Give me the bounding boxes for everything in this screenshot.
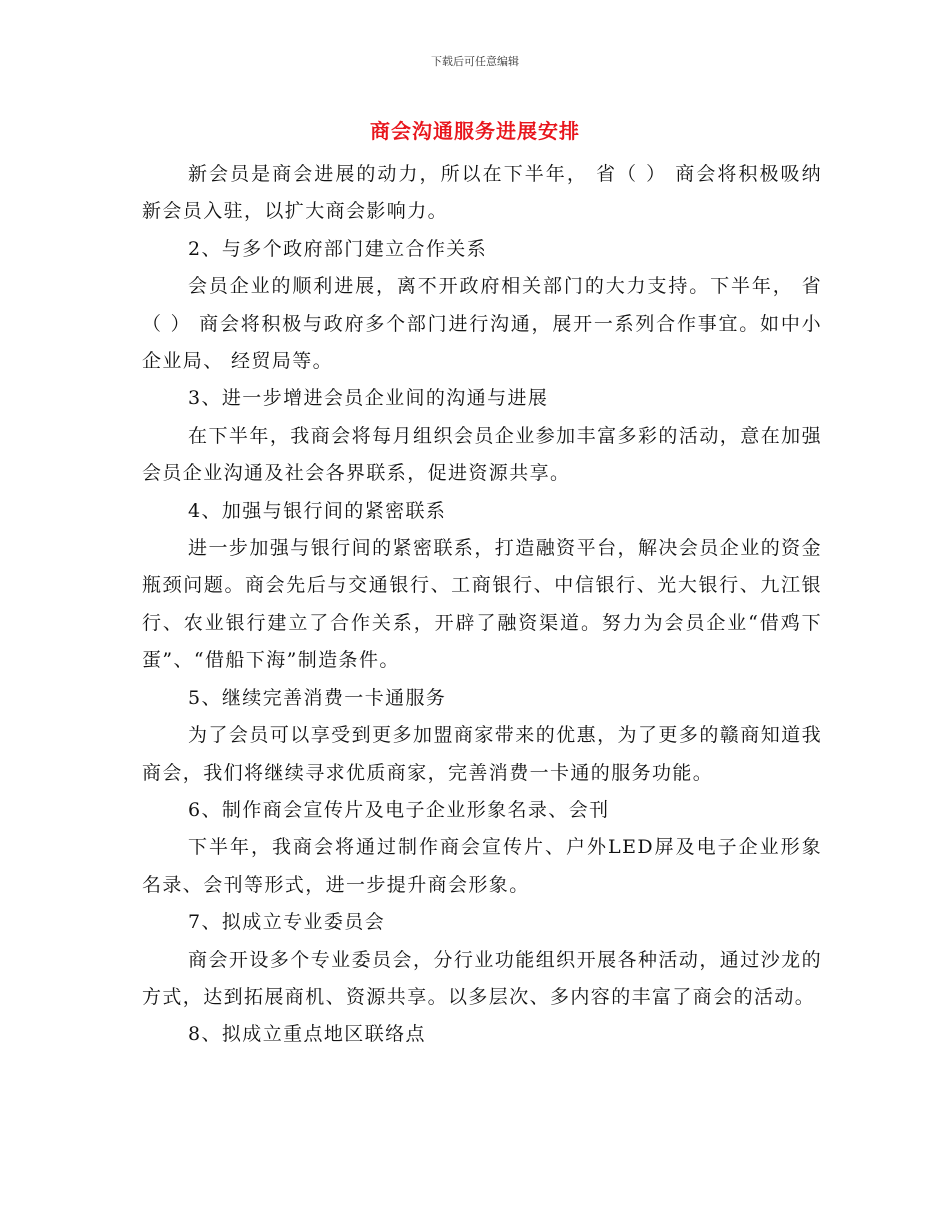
page-header-note: 下载后可任意编辑 (431, 55, 519, 68)
paragraph: 进一步加强与银行间的紧密联系，打造融资平台，解决会员企业的资金瓶颈问题。商会先后与交通银行、工商银行、中信银行、光大银行、九江银行、农业银行建立了合作关系，开辟了融资渠道。努力为会员企业“借鸡下蛋”、“借船下海”制造条件。 (142, 537, 822, 672)
section-heading: 7、拟成立专业委员会 (188, 911, 386, 934)
section-heading: 4、加强与银行间的紧密联系 (188, 499, 447, 522)
paragraph: 为了会员可以享受到更多加盟商家带来的优惠，为了更多的赣商知道我商会，我们将继续寻求优质商家，完善消费一卡通的服务功能。 (142, 724, 822, 784)
paragraph: 在下半年，我商会将每月组织会员企业参加丰富多彩的活动，意在加强会员企业沟通及社会各界联系，促进资源共享。 (142, 424, 822, 485)
paragraph: 会员企业的顺利进展，离不开政府相关部门的大力支持。下半年， 省（ ） 商会将积极与政府多个部门进行沟通，展开一系列合作事宜。如中小企业局、 经贸局等。 (142, 275, 822, 373)
paragraph: 商会开设多个专业委员会，分行业功能组织开展各种活动，通过沙龙的方式，达到拓展商机、资源共享。以多层次、多内容的丰富了商会的活动。 (142, 948, 822, 1008)
section-heading: 3、进一步增进会员企业间的沟通与进展 (188, 387, 549, 410)
document-body (142, 156, 822, 1054)
paragraph: 新会员是商会进展的动力，所以在下半年， 省（ ） 商会将积极吸纳新会员入驻，以扩大商会影响力。 (142, 163, 822, 223)
section-heading: 8、拟成立重点地区联络点 (188, 1023, 426, 1046)
section-heading: 5、继续完善消费一卡通服务 (188, 686, 447, 709)
section-heading: 2、与多个政府部门建立合作关系 (188, 237, 488, 260)
document-title: 商会沟通服务进展安排 (370, 119, 580, 143)
paragraph: 下半年，我商会将通过制作商会宣传片、户外LED屏及电子企业形象名录、会刊等形式，进一步提升商会形象。 (142, 836, 822, 896)
section-heading: 6、制作商会宣传片及电子企业形象名录、会刊 (188, 798, 610, 821)
